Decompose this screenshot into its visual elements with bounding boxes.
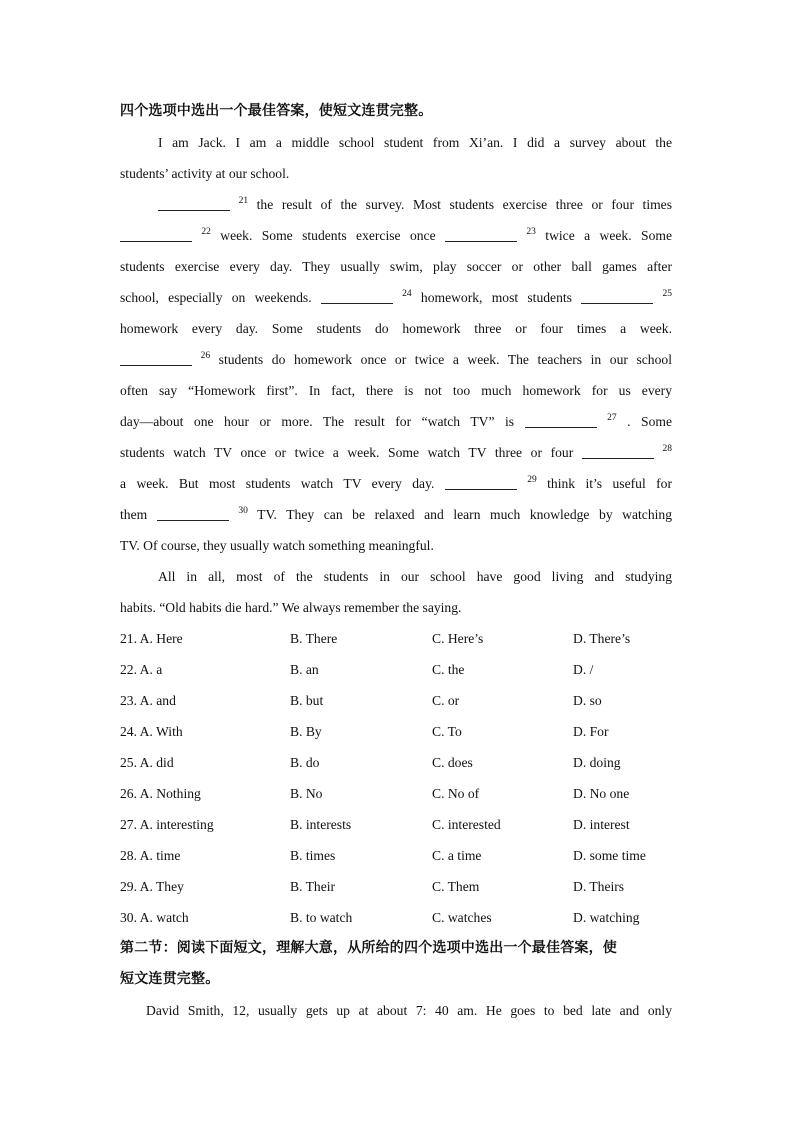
answer-blank	[445, 475, 517, 490]
option-d: D. There’s	[573, 631, 631, 646]
answer-blank	[581, 289, 653, 304]
passage-text: a week. But most students watch TV every day.	[120, 476, 435, 491]
passage-line	[120, 344, 672, 375]
options-list	[120, 623, 672, 933]
passage-line: homework every day. Some students do homework three or four times a week.	[120, 321, 672, 336]
passage-line: David Smith, 12, usually gets up at about 7: 40 am. He goes to bed late and only	[146, 1003, 672, 1018]
answer-blank	[158, 196, 230, 211]
question-number: 30	[238, 506, 248, 516]
answer-blank	[120, 227, 192, 242]
passage-text: them	[120, 507, 148, 522]
option-b: B. do	[290, 755, 320, 770]
passage-text: school, especially on weekends.	[120, 290, 312, 305]
option-c: C. does	[432, 755, 473, 770]
passage-line: students’ activity at our school.	[120, 166, 290, 181]
option-a: 27. A. interesting	[120, 817, 214, 832]
answer-blank	[321, 289, 393, 304]
passage-line: often say “Homework first”. In fact, there is not too much homework for us every	[120, 383, 672, 398]
option-d: D. Theirs	[573, 879, 625, 894]
passage-text: day—about one hour or more. The result for “watch TV” is	[120, 414, 515, 429]
option-a: 28. A. time	[120, 848, 181, 863]
option-a: 23. A. and	[120, 693, 176, 708]
question-number: 27	[607, 413, 617, 423]
option-a: 25. A. did	[120, 755, 174, 770]
option-c: C. No of	[432, 786, 480, 801]
option-row	[120, 623, 672, 654]
option-c: C. a time	[432, 848, 482, 863]
option-b: B. There	[290, 631, 338, 646]
passage-line	[120, 282, 672, 313]
option-d: D. some time	[573, 848, 646, 863]
section2-heading-cont: 短文连贯完整。	[120, 971, 220, 987]
passage-line: All in all, most of the students in our school have good living and studying	[158, 569, 672, 584]
passage-line: students exercise every day. They usually swim, play soccer or other ball games after	[120, 259, 672, 274]
option-d: D. doing	[573, 755, 621, 770]
option-c: C. or	[432, 693, 460, 708]
question-number: 26	[200, 351, 211, 361]
passage-line	[120, 468, 672, 499]
option-c: C. Here’s	[432, 631, 484, 646]
question-number: 25	[662, 289, 672, 299]
passage-line	[120, 189, 672, 220]
option-a: 24. A. With	[120, 724, 183, 739]
passage-line: habits. “Old habits die hard.” We always remember the saying.	[120, 600, 462, 615]
option-row	[120, 654, 672, 685]
passage-line	[120, 499, 672, 530]
option-row	[120, 809, 672, 840]
passage-line	[120, 437, 672, 468]
option-b: B. No	[290, 786, 323, 801]
instruction-heading: 四个选项中选出一个最佳答案，使短文连贯完整。	[120, 103, 433, 119]
option-b: B. Their	[290, 879, 336, 894]
option-d: D. /	[573, 662, 594, 677]
option-a: 30. A. watch	[120, 910, 189, 925]
option-c: C. To	[432, 724, 462, 739]
passage-line: I am Jack. I am a middle school student from Xi’an. I did a survey about the	[158, 135, 672, 150]
question-number: 22	[201, 227, 211, 237]
answer-blank	[525, 413, 597, 428]
option-b: B. By	[290, 724, 322, 739]
passage-text: students watch TV once or twice a week. Some watch TV three or four	[120, 445, 574, 460]
option-b: B. but	[290, 693, 324, 708]
answer-blank	[120, 351, 192, 366]
option-d: D. For	[573, 724, 609, 739]
question-number: 21	[238, 196, 249, 206]
option-c: C. Them	[432, 879, 480, 894]
passage-text: TV. They can be relaxed and learn much knowledge by watching	[257, 507, 673, 522]
passage-text: think it’s useful for	[547, 476, 672, 491]
option-d: D. No one	[573, 786, 630, 801]
passage-text: week. Some students exercise once	[220, 228, 436, 243]
question-number: 23	[526, 227, 536, 237]
option-b: B. an	[290, 662, 319, 677]
passage-text: students do homework once or twice a week. The teachers in our school	[218, 352, 672, 367]
option-a: 29. A. They	[120, 879, 184, 894]
passage-line	[120, 406, 672, 437]
option-c: C. watches	[432, 910, 492, 925]
passage-text: . Some	[627, 414, 673, 429]
option-a: 21. A. Here	[120, 631, 183, 646]
question-number: 28	[662, 444, 672, 454]
passage-line	[120, 220, 672, 251]
option-row	[120, 871, 672, 902]
option-b: B. interests	[290, 817, 352, 832]
passage-line: TV. Of course, they usually watch something meaningful.	[120, 538, 434, 553]
passage-text: the result of the survey. Most students exercise three or four times	[256, 197, 672, 212]
option-row	[120, 747, 672, 778]
option-row	[120, 716, 672, 747]
question-number: 29	[527, 475, 537, 485]
passage-text: twice a week. Some	[545, 228, 672, 243]
answer-blank	[445, 227, 517, 242]
option-a: 26. A. Nothing	[120, 786, 201, 801]
exam-page	[120, 96, 672, 1026]
option-d: D. interest	[573, 817, 630, 832]
option-d: D. watching	[573, 910, 640, 925]
answer-blank	[582, 444, 654, 459]
option-row	[120, 840, 672, 871]
option-b: B. to watch	[290, 910, 353, 925]
option-d: D. so	[573, 693, 602, 708]
answer-blank	[157, 506, 229, 521]
option-b: B. times	[290, 848, 336, 863]
passage-text: homework, most students	[420, 290, 572, 305]
option-c: C. the	[432, 662, 465, 677]
section2-heading: 第二节：阅读下面短文，理解大意，从所给的四个选项中选出一个最佳答案，使	[120, 940, 617, 956]
option-row	[120, 685, 672, 716]
question-number: 24	[402, 289, 412, 299]
option-row	[120, 778, 672, 809]
option-row	[120, 902, 672, 933]
option-a: 22. A. a	[120, 662, 163, 677]
option-c: C. interested	[432, 817, 501, 832]
